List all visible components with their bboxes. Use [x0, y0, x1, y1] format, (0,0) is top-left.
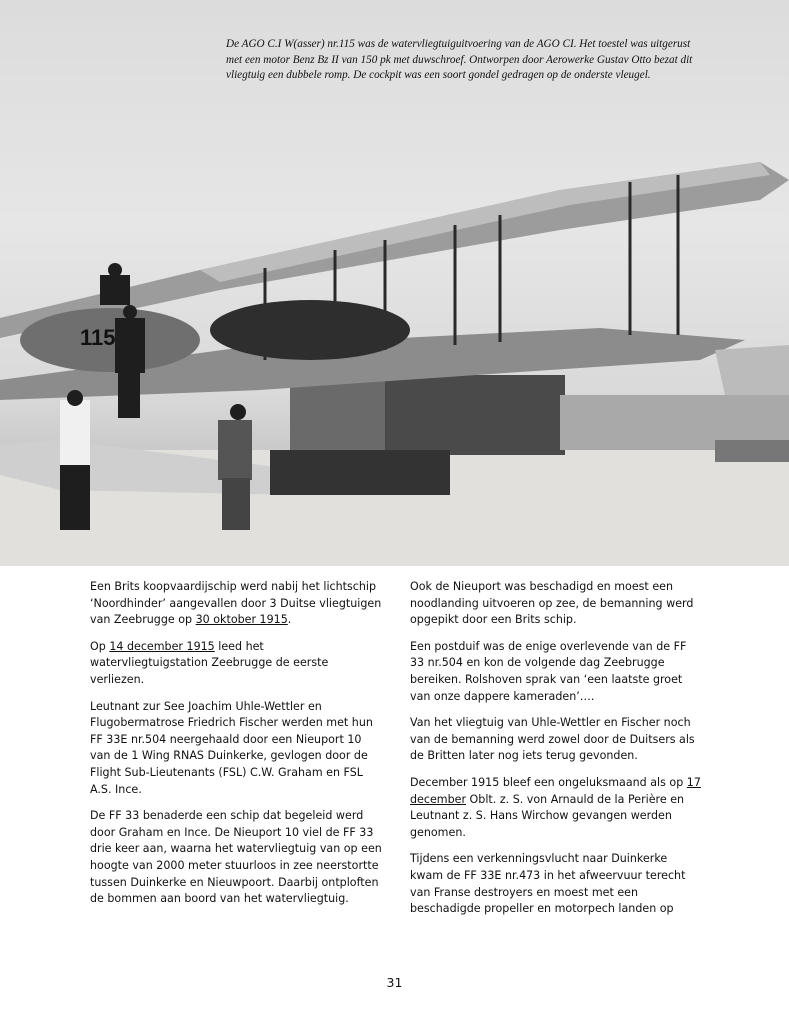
paragraph: Van het vliegtuig van Uhle-Wettler en Fischer noch van de bemanning werd zowel door de Duitsers als de Britten later nog iets terug gevonden.	[410, 716, 695, 763]
paragraph: December 1915 bleef een ongeluksmaand als op 17 december Oblt. z. S. von Arnauld de la Perière en Leutnant z. S. Hans Wirchow gevangen werden genomen.	[410, 775, 701, 839]
paragraph: De FF 33 benaderde een schip dat begeleid werd door Graham en Ince. De Nieuport 10 viel de FF 33 drie keer aan, waarna het watervliegtuig van op een hoogte van 2000 meter stuurloos in zee neerstortte tussen Duinkerke en Nieuwpoort. Daarbij ontploften de bommen aan boord van het watervliegtuig.	[90, 809, 382, 906]
date-link: 30 oktober 1915	[195, 613, 288, 627]
page-number: 31	[386, 975, 403, 990]
date-link: 14 december 1915	[109, 639, 215, 653]
paragraph: Een postduif was de enige overlevende van de FF 33 nr.504 en kon de volgende dag Zeebrugge bereiken. Rolshoven sprak van ‘een laatste groet van onze dappere kameraden’….	[410, 639, 687, 703]
date-link: 17 december	[410, 775, 701, 806]
paragraph: Een Brits koopvaardijschip werd nabij het lichtschip ‘Noordhinder’ aangevallen door 3 Duitse vliegtuigen van Zeebrugge op 30 oktober 1915.	[90, 580, 382, 627]
paragraph: Leutnant zur See Joachim Uhle-Wettler en Flugobermatrose Friedrich Fischer werden met hun FF 33E nr.504 neergehaald door een Nieuport 10 van de 1 Wing RNAS Duinkerke, gevlogen door de Flight Sub-Lieutenants (FSL) C.W. Graham en FSL A.S. Ince.	[90, 699, 373, 796]
left-text-column	[90, 579, 382, 918]
paragraph: Tijdens een verkenningsvlucht naar Duinkerke kwam de FF 33E nr.473 in het afweervuur terecht van Franse destroyers en moest met een beschadigde propeller en motorpech landen op	[410, 852, 686, 916]
photo-caption: De AGO C.I W(asser) nr.115 was de watervliegtuiguitvoering van de AGO CI. Het toestel was uitgerust met een motor Benz Bz II van 150 pk met duwschroef. Ontworpen door Aerowerke Gustav Otto bezat dit vliegtuig een dubbele romp. De cockpit was een soort gondel gedragen op de onderste vleugel.	[226, 38, 693, 82]
paragraph: Ook de Nieuport was beschadigd en moest een noodlanding uitvoeren op zee, de bemanning werd opgepikt door een Brits schip.	[410, 580, 694, 627]
hull-number-label: 115	[80, 325, 116, 350]
paragraph: Op 14 december 1915 leed het watervliegtuigstation Zeebrugge de eerste verliezen.	[90, 639, 329, 686]
right-text-column	[410, 579, 702, 928]
